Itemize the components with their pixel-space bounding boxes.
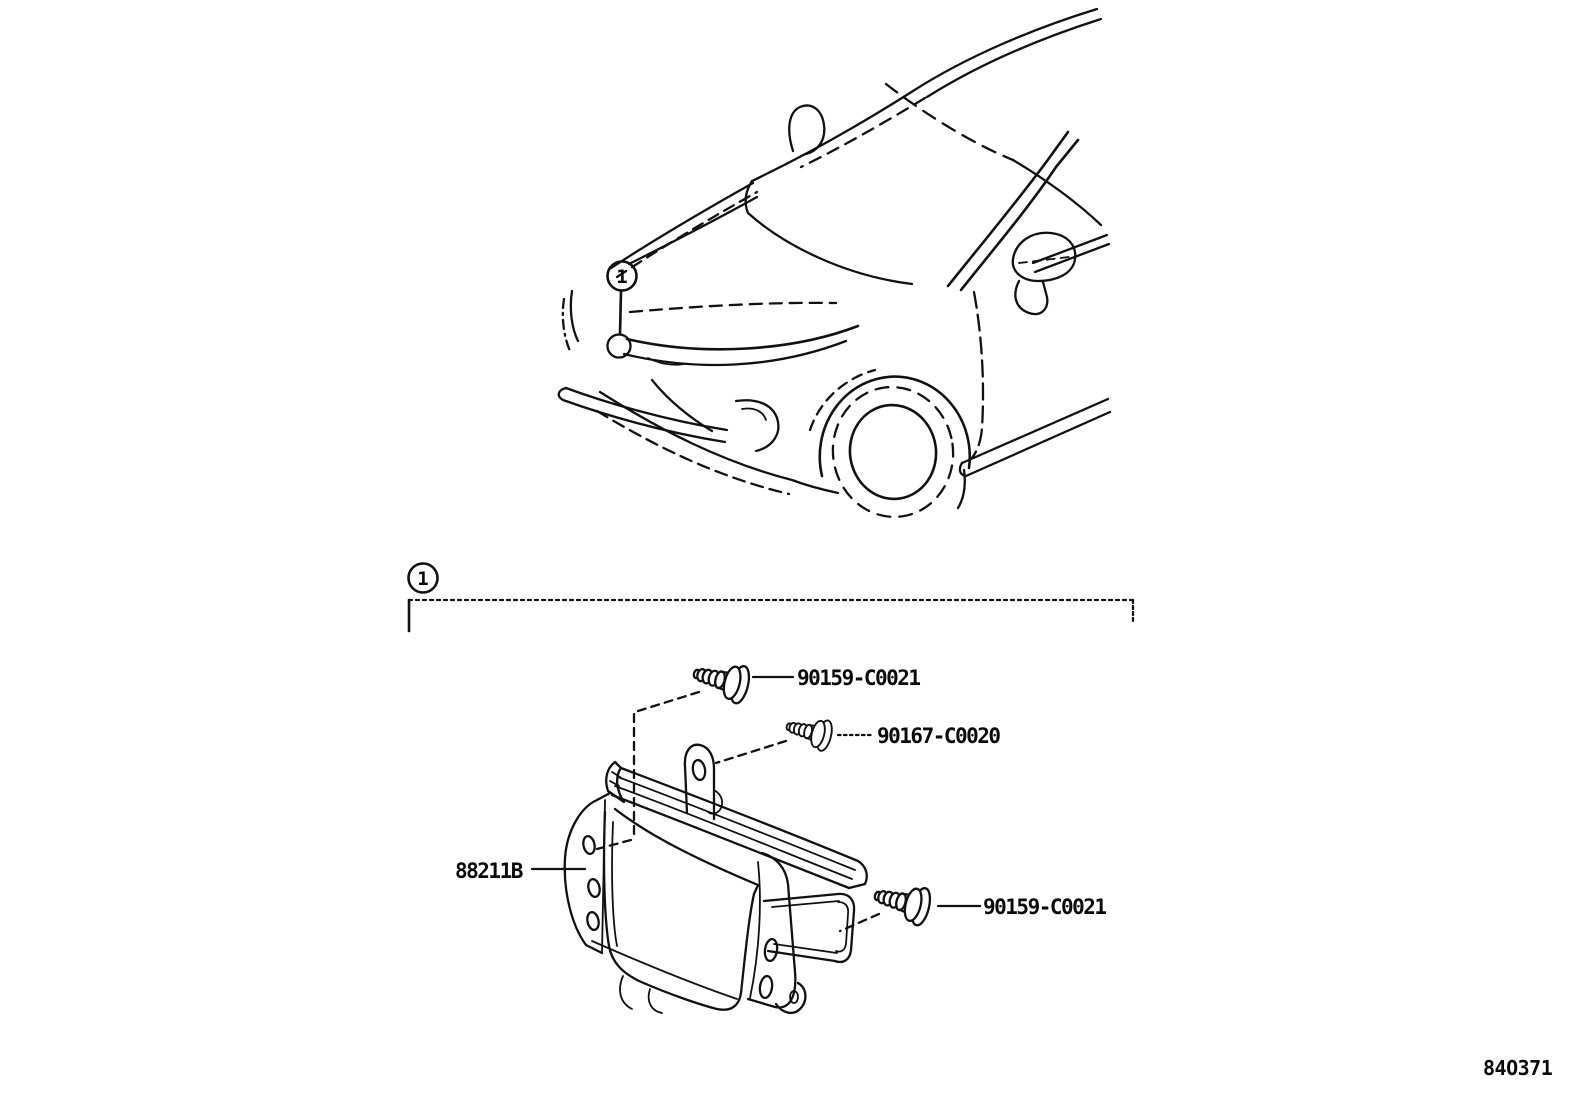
- sensor-foot: [649, 989, 662, 1013]
- sensor-foot: [620, 976, 632, 1009]
- parts-callout-number[interactable]: 1: [417, 568, 429, 590]
- dashed-line: [716, 741, 786, 763]
- bolt-drawing-mid[interactable]: [783, 711, 835, 752]
- car-callout-number[interactable]: 1: [616, 266, 628, 288]
- sensor-plate-hole: [586, 911, 601, 931]
- sensor-bracket-hole: [759, 975, 774, 998]
- sensor-location-ring[interactable]: [608, 335, 631, 358]
- sensor-connector: [764, 894, 838, 901]
- sensor-face: [604, 809, 758, 1010]
- car-mirror: [1015, 281, 1047, 314]
- car-fog-pocket: [742, 408, 766, 420]
- car-a-pillar: [961, 140, 1078, 290]
- sensor-top-right-cap: [849, 861, 867, 888]
- part-labels: [455, 666, 1106, 919]
- car-hood-line: [611, 183, 753, 268]
- car-tire: [825, 379, 962, 524]
- car-far-mirror: [789, 106, 824, 154]
- bolt-drawing-bottom[interactable]: [870, 877, 933, 927]
- sensor-connector: [772, 901, 839, 907]
- parts-section-bracket: [409, 564, 1134, 632]
- car-bumper-line: [600, 392, 838, 493]
- car-bumper-line: [630, 303, 836, 312]
- sensor-plate-hole: [587, 878, 602, 898]
- sensor-connector: [774, 944, 837, 953]
- car-door-edge: [972, 292, 983, 458]
- part-label-sensor[interactable]: 88211B: [455, 859, 522, 883]
- sensor-top-edge: [621, 768, 858, 861]
- radar-sensor-drawing[interactable]: [565, 745, 867, 1013]
- car-bumper-line: [652, 380, 712, 431]
- car-front-corner: [571, 291, 578, 341]
- sensor-ear-hole: [691, 759, 706, 781]
- car-line: [1013, 160, 1101, 225]
- car-callout-leader: [620, 291, 621, 334]
- car-lip: [559, 388, 725, 442]
- car-a-pillar: [948, 132, 1068, 286]
- car-line: [801, 98, 925, 167]
- sensor-rib: [618, 777, 855, 870]
- sensor-connector: [768, 951, 835, 961]
- car-line: [927, 19, 1101, 97]
- sensor-bracket-hole: [764, 938, 779, 961]
- sensor-face-bezel: [612, 822, 617, 946]
- sensor-plate-hole: [582, 835, 597, 855]
- part-label-bolt-top[interactable]: 90159-C0021: [797, 666, 920, 690]
- part-label-bolt-bottom[interactable]: 90159-C0021: [983, 895, 1106, 919]
- bolt-drawing-top[interactable]: [689, 655, 752, 705]
- car-wheel-rim: [844, 399, 942, 504]
- car-callout-group: [608, 262, 637, 358]
- part-label-bolt-mid[interactable]: 90167-C0020: [877, 724, 1000, 748]
- car-headlight: [627, 326, 858, 349]
- car-line: [752, 9, 1097, 181]
- sensor-connector-socket: [836, 902, 848, 952]
- dashed-line: [597, 840, 631, 849]
- sensor-face-crease: [592, 941, 737, 999]
- car-hood-line: [629, 197, 757, 264]
- car-outline-drawing: [559, 9, 1110, 525]
- car-front-corner: [563, 299, 570, 351]
- car-fog-pocket: [736, 400, 778, 451]
- dashed-line: [840, 914, 879, 931]
- dashed-line: [638, 692, 699, 711]
- figure-code: 84O371: [1483, 1056, 1553, 1080]
- car-line: [748, 213, 912, 284]
